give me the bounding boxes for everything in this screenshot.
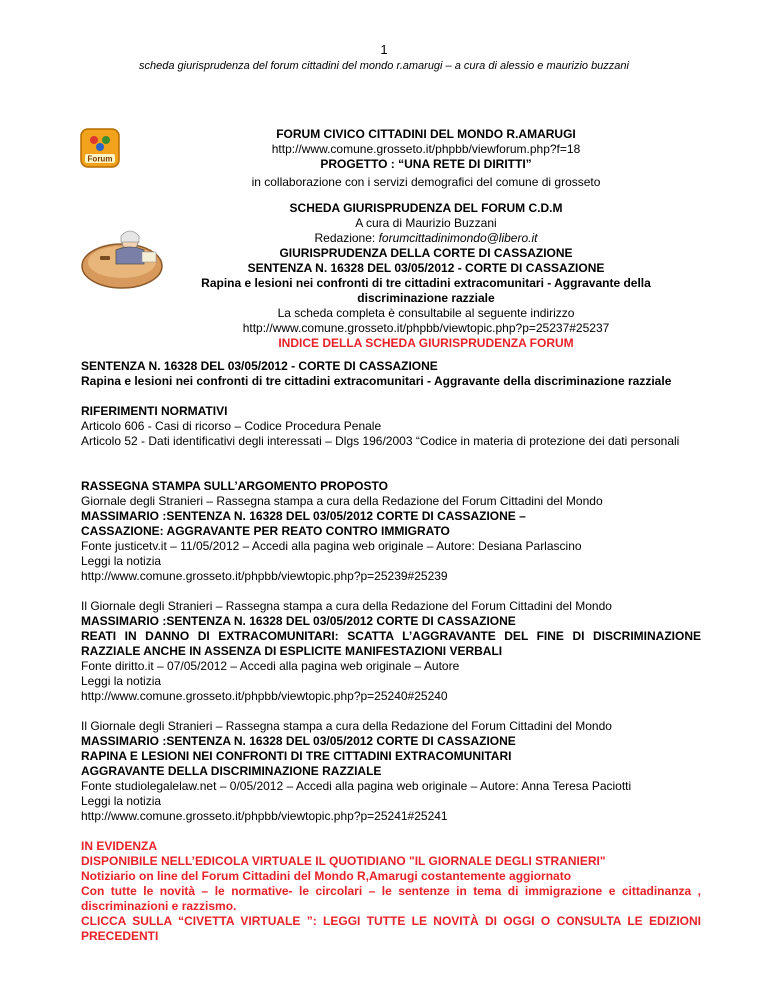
org-title: FORUM CIVICO CITTADINI DEL MONDO R.AMARUGI bbox=[276, 127, 576, 141]
rassegna-title: MASSIMARIO :SENTENZA N. 16328 DEL 03/05/2012 CORTE DI CASSAZIONE – bbox=[81, 509, 526, 523]
sentenza-title: SENTENZA N. 16328 DEL 03/05/2012 - CORTE DI CASSAZIONE bbox=[247, 261, 605, 275]
main-content bbox=[81, 359, 701, 944]
page-number: 1 bbox=[380, 42, 388, 57]
svg-text:Forum: Forum bbox=[87, 154, 113, 164]
rassegna-intro: Giornale degli Stranieri – Rassegna stampa a cura della Redazione del Forum Cittadini del Mondo bbox=[81, 494, 603, 508]
rassegna-source: Fonte diritto.it – 07/05/2012 – Accedi alla pagina web originale – Autore bbox=[81, 659, 460, 673]
rassegna-url[interactable]: http://www.comune.grosseto.it/phpbb/viewtopic.php?p=25240#25240 bbox=[81, 689, 448, 703]
scheda-title: SCHEDA GIURISPRUDENZA DEL FORUM C.D.M bbox=[289, 201, 563, 215]
consult-text: La scheda completa è consultabile al seguente indirizzo bbox=[277, 306, 575, 320]
rassegna-intro: Il Giornale degli Stranieri – Rassegna stampa a cura della Redazione del Forum Cittadini del Mondo bbox=[81, 599, 612, 613]
rassegna-title: CASSAZIONE: AGGRAVANTE PER REATO CONTRO IMMIGRATO bbox=[81, 524, 450, 538]
index-link[interactable]: INDICE DELLA SCHEDA GIURISPRUDENZA FORUM bbox=[278, 336, 574, 350]
rassegna-url[interactable]: http://www.comune.grosseto.it/phpbb/viewtopic.php?p=25241#25241 bbox=[81, 809, 448, 823]
forum-logo-icon[interactable] bbox=[80, 128, 120, 168]
rassegna-item bbox=[81, 719, 701, 824]
evidenza-line: DISPONIBILE NELL’EDICOLA VIRTUALE IL QUOTIDIANO "IL GIORNALE DEGLI STRANIERI" bbox=[81, 854, 606, 868]
rassegna-intro: Il Giornale degli Stranieri – Rassegna stampa a cura della Redazione del Forum Cittadini del Mondo bbox=[81, 719, 612, 733]
read-link[interactable]: Leggi la notizia bbox=[81, 794, 162, 808]
rassegna-url[interactable]: http://www.comune.grosseto.it/phpbb/viewtopic.php?p=25239#25239 bbox=[81, 569, 448, 583]
evidenza-line: Con tutte le novità – le normative- le circolari – le sentenze in tema di immigrazione e cittadinanza , discriminazioni e razzismo. bbox=[81, 884, 701, 913]
rassegna-title: MASSIMARIO :SENTENZA N. 16328 DEL 03/05/2012 CORTE DI CASSAZIONE bbox=[81, 614, 516, 628]
rassegna-source: Fonte justicetv.it – 11/05/2012 – Accedi alla pagina web originale – Autore: Desiana Parlascino bbox=[81, 539, 582, 553]
evidenza-heading: IN EVIDENZA bbox=[81, 839, 158, 853]
rassegna-item bbox=[81, 494, 701, 584]
evidenza-cta[interactable]: CLICCA SULLA “CIVETTA VIRTUALE ”: LEGGI TUTTE LE NOVITÀ DI OGGI O CONSULTA LE EDIZIONI PRECEDENTI bbox=[81, 914, 701, 943]
body-sentenza: SENTENZA N. 16328 DEL 03/05/2012 - CORTE DI CASSAZIONE bbox=[81, 359, 438, 373]
intro-block bbox=[150, 127, 702, 190]
collab-text: in collaborazione con i servizi demografici del comune di grosseto bbox=[251, 175, 601, 189]
evidenza-block bbox=[81, 839, 701, 944]
riferimento-item: Articolo 606 - Casi di ricorso – Codice Procedura Penale bbox=[81, 419, 382, 433]
scheda-block bbox=[150, 201, 702, 351]
subject-line-2: discriminazione razziale bbox=[357, 291, 495, 305]
rassegna-title: AGGRAVANTE DELLA DISCRIMINAZIONE RAZZIALE bbox=[81, 764, 382, 778]
riferimento-item: Articolo 52 - Dati identificativi degli interessati – Dlgs 196/2003 “Codice in materia di protezione dei dati personali bbox=[81, 434, 680, 448]
forum-url[interactable]: http://www.comune.grosseto.it/phpbb/viewforum.php?f=18 bbox=[271, 142, 581, 156]
subject-line-1: Rapina e lesioni nei confronti di tre cittadini extracomunitari - Aggravante della bbox=[201, 276, 651, 290]
scheda-url[interactable]: http://www.comune.grosseto.it/phpbb/viewtopic.php?p=25237#25237 bbox=[242, 321, 610, 335]
read-link[interactable]: Leggi la notizia bbox=[81, 674, 162, 688]
redazione bbox=[150, 231, 702, 246]
redazione-email[interactable]: forumcittadinimondo@libero.it bbox=[378, 231, 538, 245]
rassegna-source: Fonte studiolegalelaw.net – 0/05/2012 – Accedi alla pagina web originale – Autore: Anna Teresa Paciotti bbox=[81, 779, 632, 793]
evidenza-line: Notiziario on line del Forum Cittadini del Mondo R,Amarugi costantemente aggiornato bbox=[81, 869, 572, 883]
rassegna-heading: RASSEGNA STAMPA SULL’ARGOMENTO PROPOSTO bbox=[81, 479, 388, 493]
curated-by: A cura di Maurizio Buzzani bbox=[355, 216, 497, 230]
riferimenti-heading: RIFERIMENTI NORMATIVI bbox=[81, 404, 228, 418]
rassegna-item bbox=[81, 599, 701, 704]
read-link[interactable]: Leggi la notizia bbox=[81, 554, 162, 568]
rassegna-title: REATI IN DANNO DI EXTRACOMUNITARI: SCATTA L’AGGRAVANTE DEL FINE DI DISCRIMINAZIONE RAZZIALE ANCHE IN ASSENZA DI ESPLICITE MANIFESTAZIONI VERBALI bbox=[81, 629, 701, 658]
project-title: PROGETTO : “UNA RETE DI DIRITTI” bbox=[320, 157, 532, 171]
running-header: scheda giurisprudenza del forum cittadini del mondo r.amarugi – a cura di alessio e maurizio buzzani bbox=[139, 60, 629, 72]
body-subject: Rapina e lesioni nei confronti di tre cittadini extracomunitari - Aggravante della discriminazione razziale bbox=[81, 374, 672, 388]
court-title: GIURISPRUDENZA DELLA CORTE DI CASSAZIONE bbox=[279, 246, 573, 260]
rassegna-title: MASSIMARIO :SENTENZA N. 16328 DEL 03/05/2012 CORTE DI CASSAZIONE bbox=[81, 734, 516, 748]
rassegna-title: RAPINA E LESIONI NEI CONFRONTI DI TRE CITTADINI EXTRACOMUNITARI bbox=[81, 749, 512, 763]
redazione-label: Redazione: bbox=[314, 231, 379, 245]
